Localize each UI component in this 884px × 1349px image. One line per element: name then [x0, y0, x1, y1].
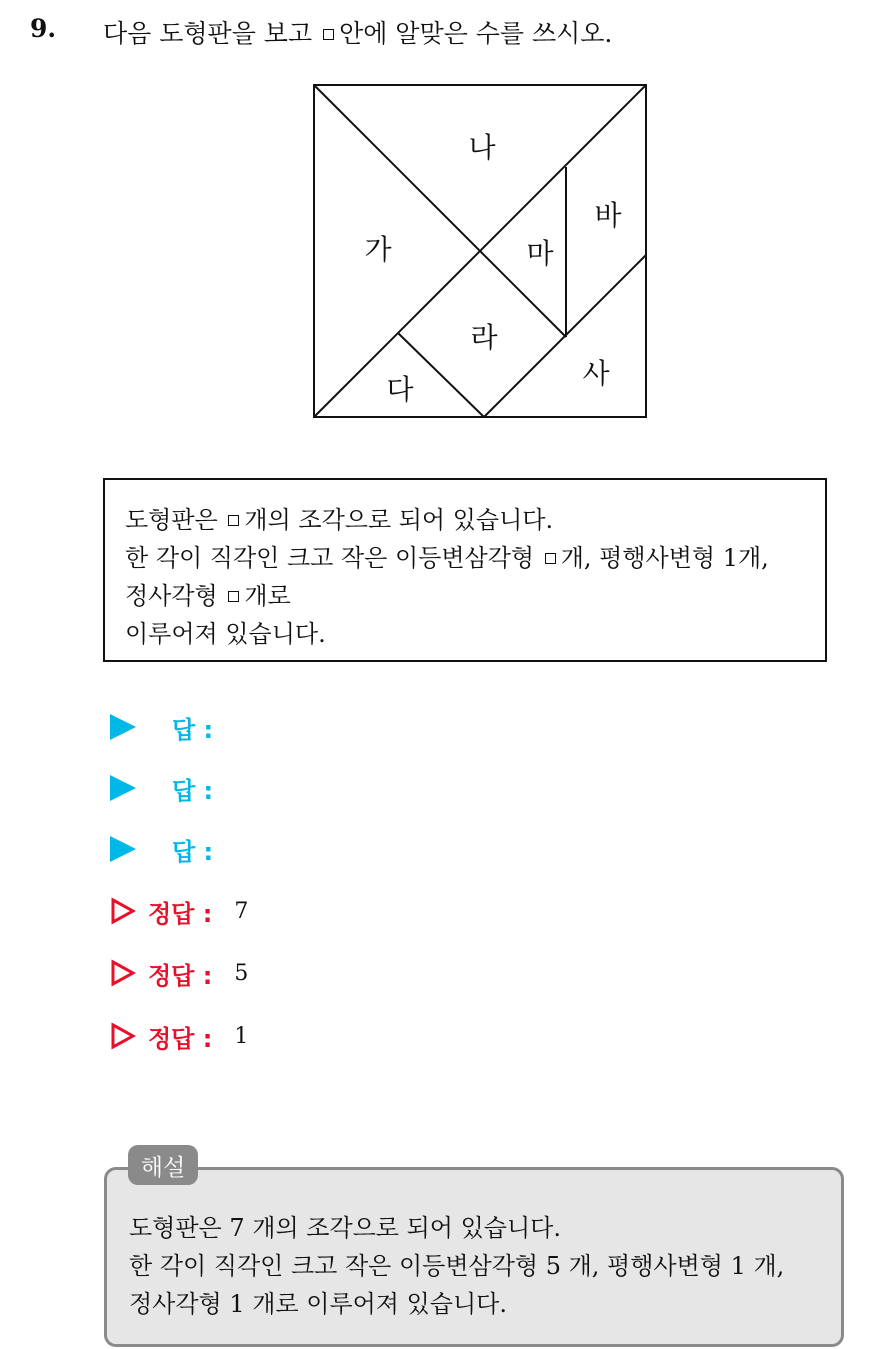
box-line-4: 이루어져 있습니다. — [125, 620, 326, 648]
outline-arrow-icon — [110, 1022, 136, 1050]
tangram-figure — [312, 83, 648, 419]
answer-label: 답 : — [172, 837, 214, 866]
box-line-3-a: 정사각형 — [125, 582, 218, 610]
correct-value: 1 — [234, 1023, 249, 1049]
piece-label-da: 다 — [386, 373, 414, 406]
question-number: 9. — [30, 14, 57, 43]
explanation-line-2: 한 각이 직각인 크고 작은 이등변삼각형 5 개, 평행사변형 1 개, — [129, 1252, 785, 1280]
fill-in-box — [103, 478, 827, 662]
box-line-1-a: 도형판은 — [125, 506, 218, 534]
box-line-2-a: 한 각이 직각인 크고 작은 이등변삼각형 — [125, 544, 535, 572]
answer-row-1 — [110, 707, 213, 747]
question-text-before: 다음 도형판을 보고 — [103, 19, 313, 48]
answer-label: 답 : — [172, 776, 214, 805]
tangram-line-diagonal — [314, 85, 566, 337]
correct-row-1 — [110, 891, 248, 931]
outline-arrow-icon — [110, 897, 136, 925]
question-text-after: 안에 알맞은 수를 쓰시오. — [339, 19, 613, 48]
box-line-2 — [125, 538, 769, 573]
correct-value: 5 — [234, 960, 249, 986]
box-line-1-b: 개의 조각으로 되어 있습니다. — [244, 506, 554, 534]
box-line-1 — [125, 500, 553, 535]
piece-label-ra: 라 — [470, 321, 498, 354]
piece-label-ga: 가 — [364, 233, 392, 266]
blank-square-icon — [323, 29, 334, 40]
play-arrow-icon — [110, 836, 136, 862]
answer-label: 답 : — [172, 715, 214, 744]
correct-label: 정답 : — [148, 961, 213, 990]
box-line-3 — [125, 576, 291, 611]
correct-row-2 — [110, 953, 248, 993]
box-line-3-b: 개로 — [244, 582, 291, 610]
piece-label-na: 나 — [468, 131, 496, 164]
piece-label-ma: 마 — [526, 237, 554, 270]
answer-row-2 — [110, 768, 213, 808]
correct-label: 정답 : — [148, 899, 213, 928]
explanation-box — [104, 1167, 844, 1347]
blank-square-icon — [545, 553, 556, 564]
explanation-line-3: 정사각형 1 개로 이루어져 있습니다. — [129, 1290, 507, 1318]
piece-label-sa: 사 — [582, 357, 610, 390]
correct-label: 정답 : — [148, 1024, 213, 1053]
blank-square-icon — [228, 591, 239, 602]
blank-square-icon — [228, 515, 239, 526]
explanation-line-1: 도형판은 7 개의 조각으로 되어 있습니다. — [129, 1214, 561, 1242]
answer-row-3 — [110, 829, 213, 869]
outline-arrow-icon — [110, 959, 136, 987]
explanation-tag: 해설 — [128, 1145, 198, 1185]
play-arrow-icon — [110, 775, 136, 801]
correct-row-3 — [110, 1016, 248, 1056]
play-arrow-icon — [110, 714, 136, 740]
piece-label-ba: 바 — [594, 199, 622, 232]
correct-value: 7 — [234, 898, 249, 924]
box-line-2-b: 개, 평행사변형 1개, — [560, 544, 769, 572]
question-text — [103, 14, 612, 50]
